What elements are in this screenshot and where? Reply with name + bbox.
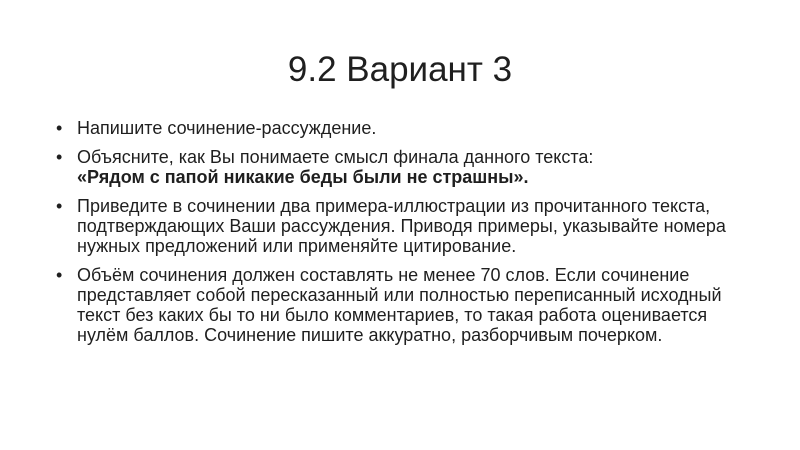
bullet-list — [56, 118, 756, 354]
bullet-text: Напишите сочинение-рассуждение. — [77, 118, 377, 138]
bullet-icon: • — [56, 265, 63, 285]
slide-title: 9.2 Вариант 3 — [287, 50, 513, 89]
bullet-item — [56, 265, 756, 345]
bullet-text: Объясните, как Вы понимаете смысл финала данного текста: — [77, 147, 594, 167]
bullet-icon: • — [56, 118, 63, 138]
bullet-text: Объём сочинения должен составлять не менее 70 слов. Если сочинение представляет собой пересказанный или полностью переписанный исходный текст без каких бы то ни было комментариев, то такая работа оценивается нулём баллов. Сочинение пишите аккуратно, разборчивым почерком. — [77, 265, 722, 345]
bullet-text: Приведите в сочинении два примера-иллюстрации из прочитанного текста, подтверждающих Ваши рассуждения. Приводя примеры, указывайте номера нужных предложений или применяйте цитирование. — [77, 196, 726, 256]
bullet-icon: • — [56, 196, 63, 216]
bullet-item — [56, 147, 756, 187]
bullet-quote: «Рядом с папой никакие беды были не страшны». — [77, 167, 529, 187]
bullet-item — [56, 196, 756, 256]
bullet-item — [56, 118, 756, 138]
bullet-icon: • — [56, 147, 63, 167]
